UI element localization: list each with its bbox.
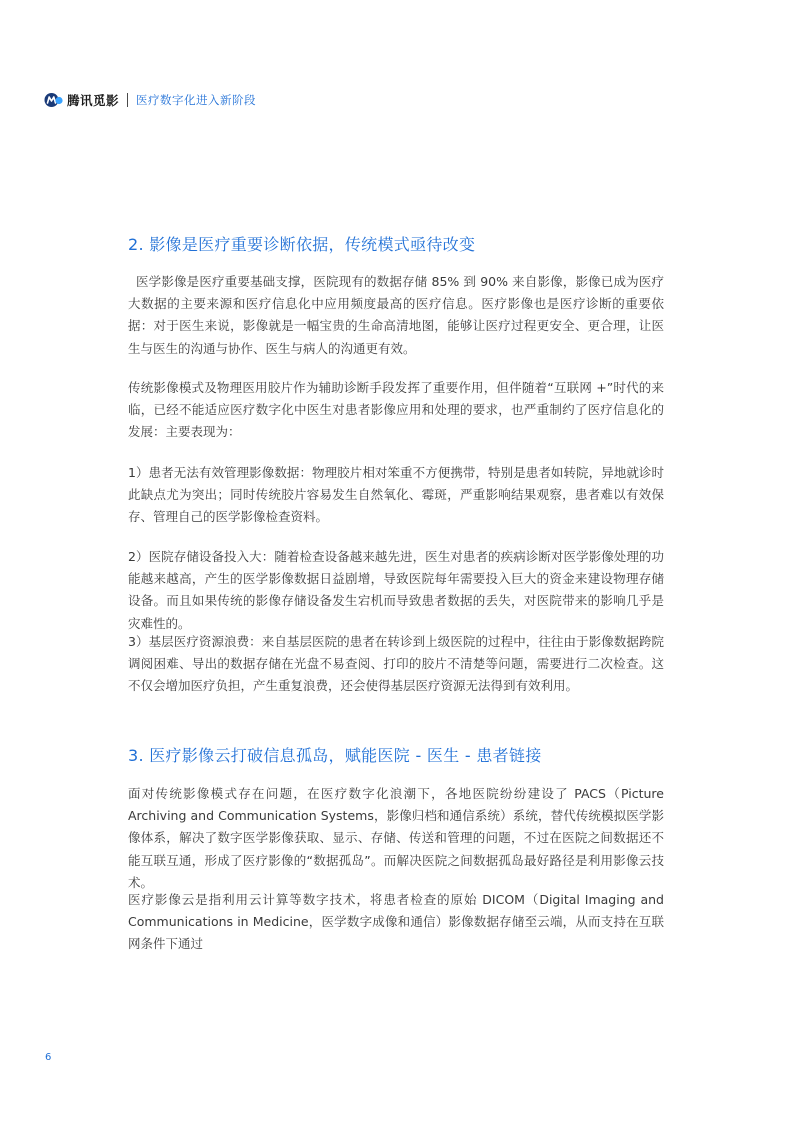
paragraph: 面对传统影像模式存在问题，在医疗数字化浪潮下，各地医院纷纷建设了 PACS（Picture Archiving and Communication Systems，影像归档和通信系统）系统，替代传统模拟医学影像体系，解决了数字医学影像获取、显示、存储、传送和管理的问题，不过在医院之间数据还不能互联互通，形成了医疗影像的“数据孤岛”。而解决医院之间数据孤岛最好路径是利用影像云技术。 <box>128 786 664 890</box>
paragraph: 传统影像模式及物理医用胶片作为辅助诊断手段发挥了重要作用，但伴随着“互联网 +”时代的来临，已经不能适应医疗数字化中医生对患者影像应用和处理的要求，也严重制约了医疗信息化的发展：主要表现为： <box>128 380 664 440</box>
section-heading: 3. 医疗影像云打破信息孤岛，赋能医院 - 医生 - 患者链接 <box>128 746 542 765</box>
brand-name: 腾讯觅影 <box>67 93 120 108</box>
paragraph: 医疗影像云是指利用云计算等数字技术，将患者检查的原始 DICOM（Digital Imaging and Communications in Medicine，医学数字成像和通信）影像数据存储至云端，从而支持在互联网条件下通过 <box>128 892 664 952</box>
page-header <box>44 90 256 110</box>
paragraph: 医学影像是医疗重要基础支撑，医院现有的数据存储 85% 到 90% 来自影像，影像已成为医疗大数据的主要来源和医疗信息化中应用频度最高的医疗信息。医疗影像也是医疗诊断的重要依据：对于医生来说，影像就是一幅宝贵的生命高清地图，能够让医疗过程更安全、更合理，让医生与医生的沟通与协作、医生与病人的沟通更有效。 <box>128 274 664 356</box>
paragraph: 1）患者无法有效管理影像数据：物理胶片相对笨重不方便携带，特别是患者如转院，异地就诊时此缺点尤为突出；同时传统胶片容易发生自然氧化、霉斑，严重影响结果观察，患者难以有效保存、管理自己的医学影像检查资料。 <box>128 465 664 525</box>
tencent-miying-logo-icon <box>44 92 64 108</box>
header-divider <box>127 93 128 107</box>
page-number: 6 <box>45 1052 52 1063</box>
paragraph: 2）医院存储设备投入大：随着检查设备越来越先进，医生对患者的疾病诊断对医学影像处理的功能越来越高，产生的医学影像数据日益剧增，导致医院每年需要投入巨大的资金来建设物理存储设备。而且如果传统的影像存储设备发生宕机而导致患者数据的丢失，对医院带来的影响几乎是灾难性的。 <box>128 549 664 631</box>
header-title: 医疗数字化进入新阶段 <box>136 93 257 107</box>
paragraph: 3）基层医疗资源浪费：来自基层医院的患者在转诊到上级医院的过程中，往往由于影像数据跨院调阅困难、导出的数据存储在光盘不易查阅、打印的胶片不清楚等问题，需要进行二次检查。这不仅会增加医疗负担，产生重复浪费，还会使得基层医疗资源无法得到有效利用。 <box>128 634 664 694</box>
section-heading: 2. 影像是医疗重要诊断依据，传统模式亟待改变 <box>128 235 476 254</box>
